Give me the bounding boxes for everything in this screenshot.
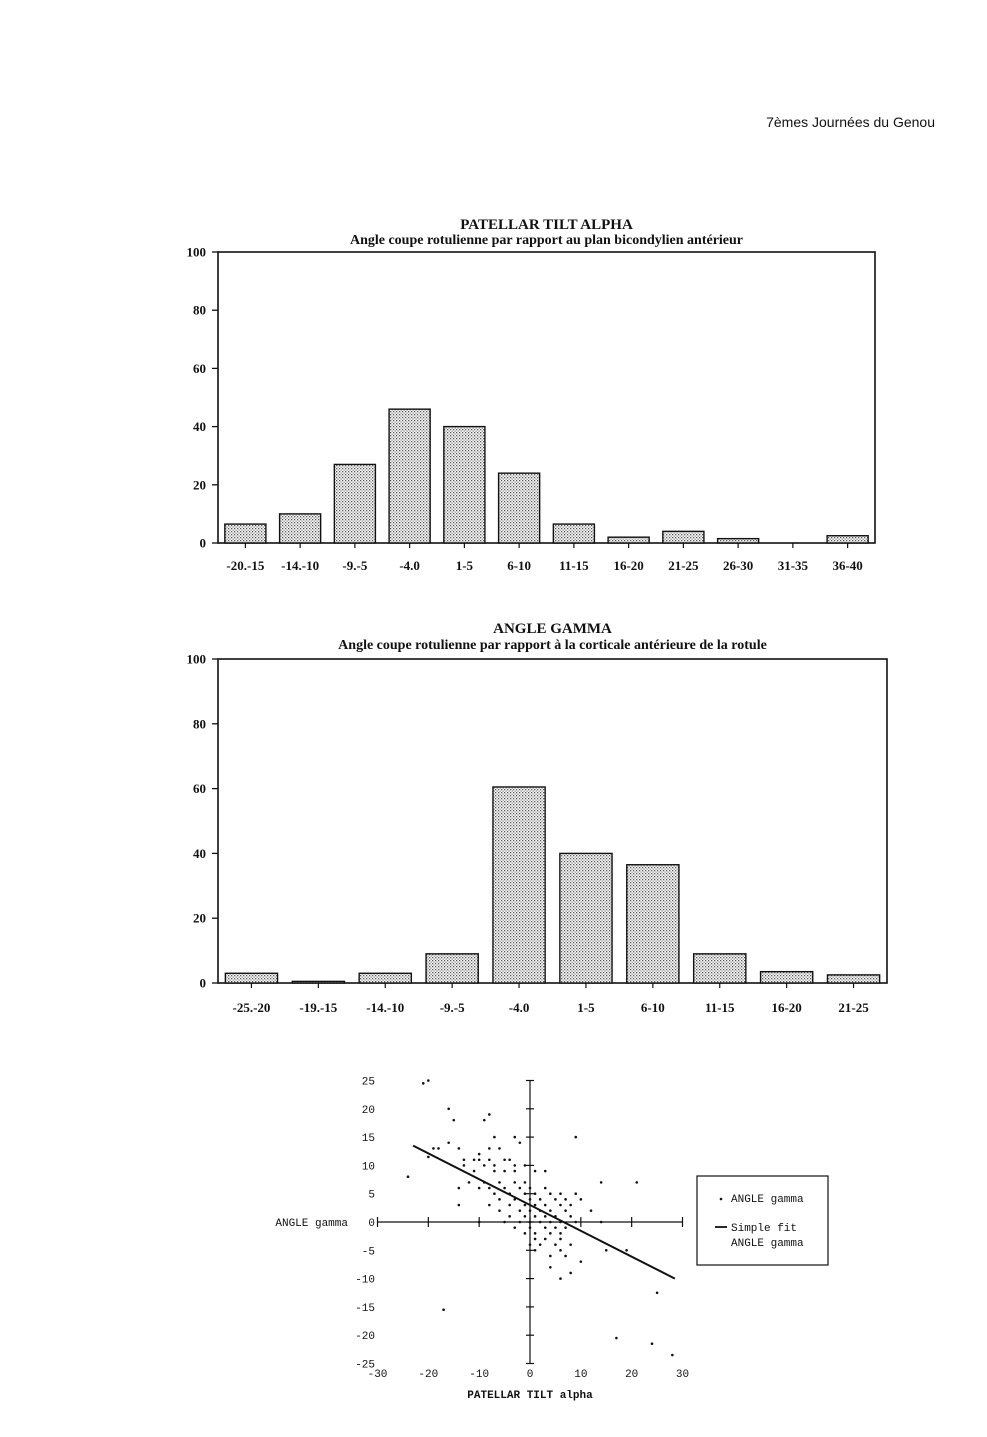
y-tick-label: 100 (186, 244, 206, 260)
scatter-point (529, 1209, 532, 1212)
scatter-point (524, 1164, 527, 1167)
scatter-point (463, 1164, 466, 1167)
y-tick-label: 80 (193, 716, 206, 732)
scatter-point (473, 1158, 476, 1161)
scatter-point (569, 1204, 572, 1207)
scatter-point (483, 1119, 486, 1122)
y-tick-label: 0 (368, 1218, 375, 1230)
scatter-point (534, 1192, 537, 1195)
scatter-point (534, 1232, 537, 1235)
scatter-point (569, 1215, 572, 1218)
scatter-point (534, 1204, 537, 1207)
bar (499, 473, 540, 543)
scatter-point (437, 1147, 440, 1150)
scatter-point (564, 1255, 567, 1258)
scatter-point (427, 1079, 430, 1082)
bar (827, 975, 879, 983)
scatter-point (503, 1158, 506, 1161)
scatter-point (554, 1243, 557, 1246)
scatter-point (671, 1354, 674, 1357)
scatter-point (564, 1226, 567, 1229)
plot-frame (218, 659, 887, 983)
scatter-point (513, 1226, 516, 1229)
bar (761, 972, 813, 983)
scatter-point (549, 1255, 552, 1258)
y-tick-label: 5 (368, 1189, 375, 1202)
scatter-point (529, 1226, 532, 1229)
scatter-point (554, 1198, 557, 1201)
scatter-point (600, 1181, 603, 1184)
scatter-point (580, 1260, 583, 1263)
scatter-point (559, 1249, 562, 1252)
scatter-point (605, 1249, 608, 1252)
y-tick-label: 0 (199, 535, 206, 551)
scatter-point (600, 1221, 603, 1224)
scatter-point (513, 1136, 516, 1139)
scatter-point (534, 1170, 537, 1173)
scatter-point (559, 1204, 562, 1207)
scatter-point (539, 1198, 542, 1201)
y-tick-label: -5 (361, 1246, 375, 1259)
scatter-point (580, 1198, 583, 1201)
x-tick-label: 31-35 (777, 558, 809, 573)
scatter-point (574, 1192, 577, 1195)
bar (444, 427, 485, 543)
scatter-point (529, 1243, 532, 1246)
scatter-point (534, 1215, 537, 1218)
x-tick-label: 6-10 (507, 558, 532, 573)
x-tick-label: -20.-15 (226, 558, 265, 573)
scatter-point (524, 1204, 527, 1207)
bar (225, 973, 277, 983)
scatter-point (559, 1277, 562, 1280)
scatter-point (503, 1221, 506, 1224)
y-tick-label: 25 (361, 1076, 375, 1089)
scatter-point (529, 1187, 532, 1190)
scatter-point (488, 1147, 491, 1150)
scatter-point (503, 1170, 506, 1173)
scatter-point (574, 1136, 577, 1139)
scatter-point (544, 1170, 547, 1173)
scatter-point (488, 1158, 491, 1161)
bar (718, 539, 759, 543)
scatter-point (635, 1181, 638, 1184)
scatter-point (498, 1147, 501, 1150)
x-tick-label: 30 (675, 1369, 690, 1381)
x-tick-label: -4.0 (399, 558, 420, 573)
scatter-point (569, 1243, 572, 1246)
scatter-point (508, 1215, 511, 1218)
x-tick-label: 16-20 (613, 558, 644, 573)
scatter-point (524, 1232, 527, 1235)
bar (560, 853, 612, 983)
x-tick-label: 21-25 (668, 558, 699, 573)
scatter-point (493, 1136, 496, 1139)
plot-frame (218, 252, 875, 543)
scatter-point (503, 1187, 506, 1190)
bar (608, 537, 649, 543)
scatter-point (513, 1181, 516, 1184)
scatter-point (513, 1170, 516, 1173)
scatter-point (488, 1204, 491, 1207)
bar (292, 981, 344, 983)
y-tick-label: 15 (361, 1133, 375, 1146)
scatter-point (524, 1215, 527, 1218)
x-tick-label: 16-20 (771, 1000, 802, 1015)
scatter-point (488, 1113, 491, 1116)
legend-points-label: ANGLE gamma (731, 1194, 804, 1206)
scatter-point (519, 1221, 522, 1224)
scatter-point (508, 1204, 511, 1207)
bar (827, 536, 868, 543)
scatter-point (559, 1238, 562, 1241)
y-tick-label: 20 (193, 910, 206, 926)
scatter-point (625, 1249, 628, 1252)
scatter-point (549, 1232, 552, 1235)
bar (389, 409, 430, 543)
bar (225, 524, 266, 543)
bar (627, 865, 679, 983)
chart-title: ANGLE GAMMA (493, 621, 612, 637)
scatter-point (478, 1153, 481, 1156)
scatter-point (656, 1291, 659, 1294)
scatter-point (549, 1209, 552, 1212)
scatter-point (549, 1192, 552, 1195)
x-tick-label: 26-30 (722, 558, 754, 573)
scatter-point (432, 1147, 435, 1150)
y-tick-label: 60 (193, 360, 206, 376)
x-tick-label: 36-40 (832, 558, 863, 573)
x-tick-label: 21-25 (838, 1000, 869, 1015)
scatter-point (615, 1337, 618, 1340)
scatter-point (524, 1192, 527, 1195)
bar (426, 954, 478, 983)
x-tick-label: -14.-10 (281, 558, 320, 573)
x-tick-label: -10 (469, 1369, 490, 1381)
scatter-point (447, 1108, 450, 1111)
scatter-point (493, 1164, 496, 1167)
scatter-point (544, 1215, 547, 1218)
x-tick-label: 1-5 (577, 1000, 595, 1015)
x-tick-label: -14.-10 (366, 1000, 405, 1015)
scatter-point (478, 1158, 481, 1161)
scatter-point (554, 1226, 557, 1229)
bar (694, 954, 746, 983)
y-tick-label: -15 (355, 1302, 375, 1315)
bar (553, 524, 594, 543)
scatter-point (463, 1158, 466, 1161)
x-tick-label: 20 (625, 1369, 639, 1381)
scatter-point (519, 1141, 522, 1144)
x-tick-label: -9.-5 (342, 558, 368, 573)
x-tick-label: 11-15 (559, 558, 589, 573)
scatter-point (529, 1221, 532, 1224)
y-tick-label: 10 (361, 1161, 375, 1174)
scatter-point (508, 1158, 511, 1161)
scatter-point (458, 1187, 461, 1190)
scatter-point (493, 1170, 496, 1173)
y-tick-label: -10 (355, 1274, 375, 1287)
scatter-point (498, 1209, 501, 1212)
y-axis-label: ANGLE gamma (275, 1218, 348, 1230)
x-tick-label: -20 (418, 1369, 439, 1381)
scatter-point (559, 1192, 562, 1195)
scatter-point (452, 1119, 455, 1122)
x-tick-label: 1-5 (455, 558, 474, 573)
scatter-point (539, 1243, 542, 1246)
scatter-point (569, 1272, 572, 1275)
y-tick-label: 40 (193, 419, 206, 435)
legend-point-marker (720, 1198, 723, 1201)
y-tick-label: 20 (193, 477, 206, 493)
scatter-point (478, 1221, 481, 1224)
scatter-point (544, 1238, 547, 1241)
page-header: 7èmes Journées du Genou (766, 114, 935, 130)
y-tick-label: 40 (193, 845, 206, 861)
scatter-point (483, 1164, 486, 1167)
scatter-point (427, 1156, 430, 1159)
scatter-point (519, 1209, 522, 1212)
scatter-point (549, 1266, 552, 1269)
bar (280, 514, 321, 543)
bar (663, 531, 704, 543)
scatter-point (442, 1308, 445, 1311)
scatter-point (458, 1147, 461, 1150)
scatter-point (493, 1192, 496, 1195)
x-tick-label: 11-15 (704, 1000, 735, 1015)
scatter-point (549, 1221, 552, 1224)
scatter-point (544, 1226, 547, 1229)
scatter-point (513, 1164, 516, 1167)
scatter-point (529, 1198, 532, 1201)
scatter-point (651, 1342, 654, 1345)
bar (359, 973, 411, 983)
x-tick-label: -30 (367, 1369, 388, 1381)
x-tick-label: 10 (574, 1369, 588, 1381)
scatter-point (544, 1204, 547, 1207)
y-tick-label: -25 (355, 1359, 375, 1372)
y-tick-label: 20 (361, 1104, 375, 1117)
scatter-point (468, 1181, 471, 1184)
x-tick-label: -25.-20 (232, 1000, 271, 1015)
scatter-point (534, 1238, 537, 1241)
fit-line (413, 1146, 675, 1279)
scatter-point (539, 1221, 542, 1224)
x-tick-label: 0 (526, 1369, 534, 1381)
scatter-point (498, 1198, 501, 1201)
x-tick-label: -4.0 (508, 1000, 530, 1015)
scatter-point (559, 1232, 562, 1235)
bar (493, 787, 545, 983)
y-tick-label: 100 (186, 651, 206, 667)
scatter-point (524, 1181, 527, 1184)
scatter-point (422, 1082, 425, 1085)
scatter-point (564, 1209, 567, 1212)
scatter-point (447, 1141, 450, 1144)
legend-fit-sublabel: ANGLE gamma (731, 1238, 804, 1250)
scatter-point (407, 1175, 410, 1178)
scatter-point (590, 1209, 593, 1212)
chart-subtitle: Angle coupe rotulienne par rapport à la corticale antérieure de la rotule (338, 638, 767, 653)
y-tick-label: 60 (193, 781, 206, 797)
scatter-point (534, 1249, 537, 1252)
scatter-point (488, 1187, 491, 1190)
y-tick-label: 0 (199, 975, 206, 991)
scatter-point (478, 1187, 481, 1190)
scatter-point (473, 1170, 476, 1173)
x-tick-label: 6-10 (640, 1000, 665, 1015)
y-tick-label: 80 (193, 302, 206, 318)
scatter-point (498, 1181, 501, 1184)
x-tick-label: -9.-5 (439, 1000, 465, 1015)
x-tick-label: -19.-15 (299, 1000, 338, 1015)
scatter-point (564, 1198, 567, 1201)
scatter-point (544, 1187, 547, 1190)
chart-subtitle: Angle coupe rotulienne par rapport au plan bicondylien antérieur (349, 233, 744, 248)
scatter-point (574, 1221, 577, 1224)
y-tick-label: -20 (355, 1331, 375, 1344)
chart-title: PATELLAR TILT ALPHA (460, 217, 633, 233)
legend-box (697, 1176, 828, 1265)
scatter-point (519, 1187, 522, 1190)
scatter-point (458, 1204, 461, 1207)
legend-fit-label: Simple fit (731, 1223, 798, 1235)
bar (334, 464, 375, 543)
x-axis-label: PATELLAR TILT alpha (467, 1390, 593, 1402)
